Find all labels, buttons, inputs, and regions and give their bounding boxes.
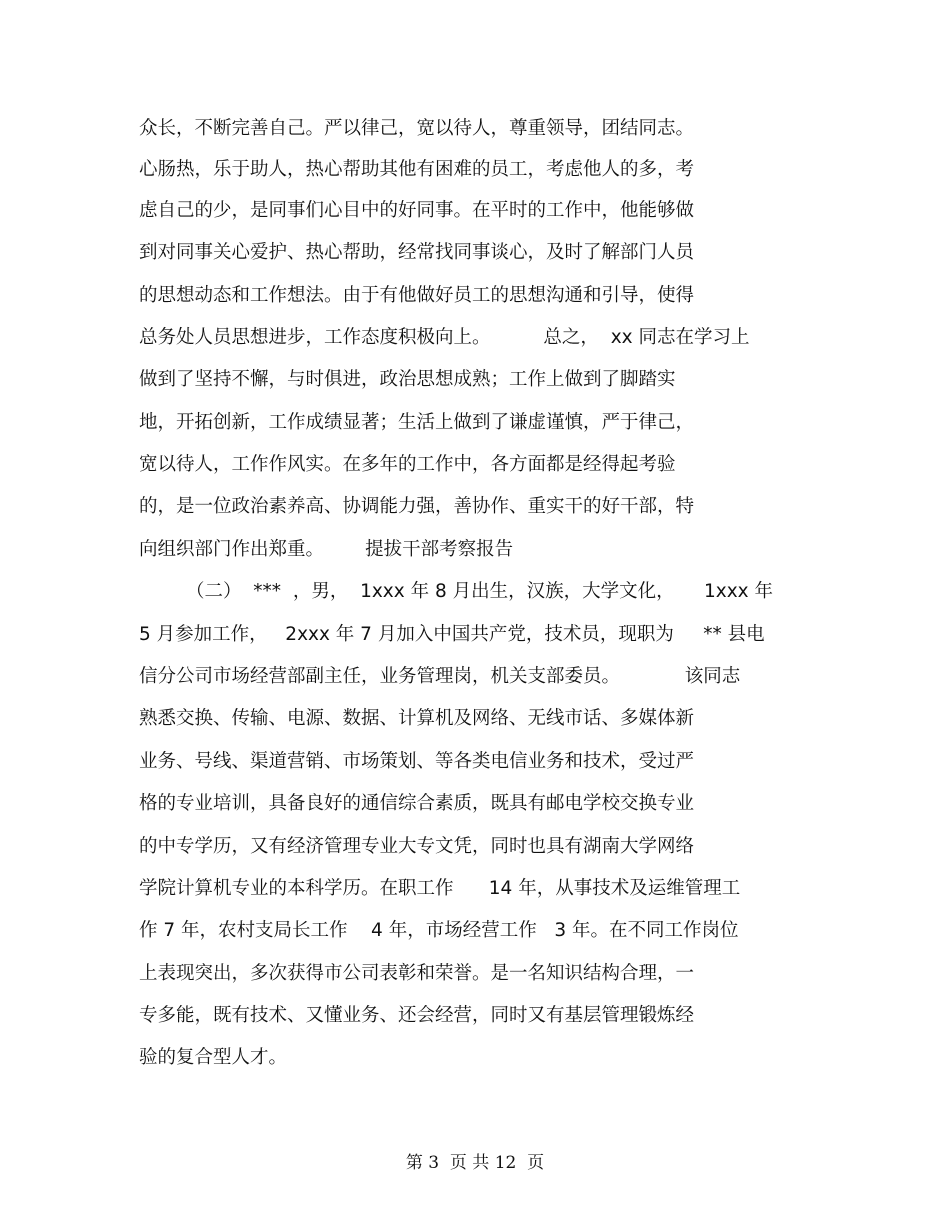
text-line: 做到了坚持不懈，与时俱进，政治思想成熟；工作上做到了脚踏实	[139, 369, 676, 390]
text-line: 作 7 年，农村支局长工作 4 年，市场经营工作 3 年。在不同工作岗位	[139, 920, 739, 941]
text-line: （二） *** ，男， 1xxx 年 8 月出生，汉族，大学文化， 1xxx 年	[139, 581, 774, 602]
text-line: 上表现突出，多次获得市公司表彰和荣誉。是一名知识结构合理，一	[139, 963, 695, 984]
text-line: 专多能，既有技术、又懂业务、还会经营，同时又有基层管理锻炼经	[139, 1005, 695, 1026]
text-line: 到对同事关心爱护、热心帮助，经常找同事谈心，及时了解部门人员	[139, 242, 695, 263]
text-line: 的，是一位政治素养高、协调能力强，善协作、重实干的好干部，特	[139, 496, 695, 517]
text-line: 宽以待人，工作作风实。在多年的工作中，各方面都是经得起考验	[139, 454, 676, 475]
text-line: 总务处人员思想进步，工作态度积极向上。 总之， xx 同志在学习上	[139, 327, 750, 348]
text-line: 的中专学历，又有经济管理专业大专文凭，同时也具有湖南大学网络	[139, 836, 695, 857]
text-line: 验的复合型人才。	[139, 1047, 288, 1068]
text-line: 格的专业培训，具备良好的通信综合素质，既具有邮电学校交换专业	[139, 793, 695, 814]
text-line: 心肠热，乐于助人，热心帮助其他有困难的员工，考虑他人的多，考	[139, 159, 695, 180]
text-line: 学院计算机专业的本科学历。在职工作 14 年，从事技术及运维管理工	[139, 878, 741, 899]
text-line: 虑自己的少，是同事们心目中的好同事。在平时的工作中，他能够做	[139, 200, 695, 221]
text-line: 向组织部门作出郑重。 提拔干部考察报告	[139, 539, 514, 560]
text-line: 地，开拓创新，工作成绩显著；生活上做到了谦虚谨慎，严于律己，	[139, 412, 695, 433]
text-line: 业务、号线、渠道营销、市场策划、等各类电信业务和技术，受过严	[139, 751, 695, 772]
text-line: 熟悉交换、传输、电源、数据、计算机及网络、无线市话、多媒体新	[139, 708, 695, 729]
text-line: 的思想动态和工作想法。由于有他做好员工的思想沟通和引导，使得	[139, 285, 695, 306]
page-number-footer: 第 3 页 共 12 页	[405, 1153, 545, 1173]
text-line: 5 月参加工作， 2xxx 年 7 月加入中国共产党，技术员，现职为 ** 县电	[139, 624, 765, 645]
text-line: 众长，不断完善自己。严以律己，宽以待人，尊重领导，团结同志。	[139, 118, 695, 139]
text-line: 信分公司市场经营部副主任，业务管理岗，机关支部委员。 该同志	[139, 666, 741, 687]
